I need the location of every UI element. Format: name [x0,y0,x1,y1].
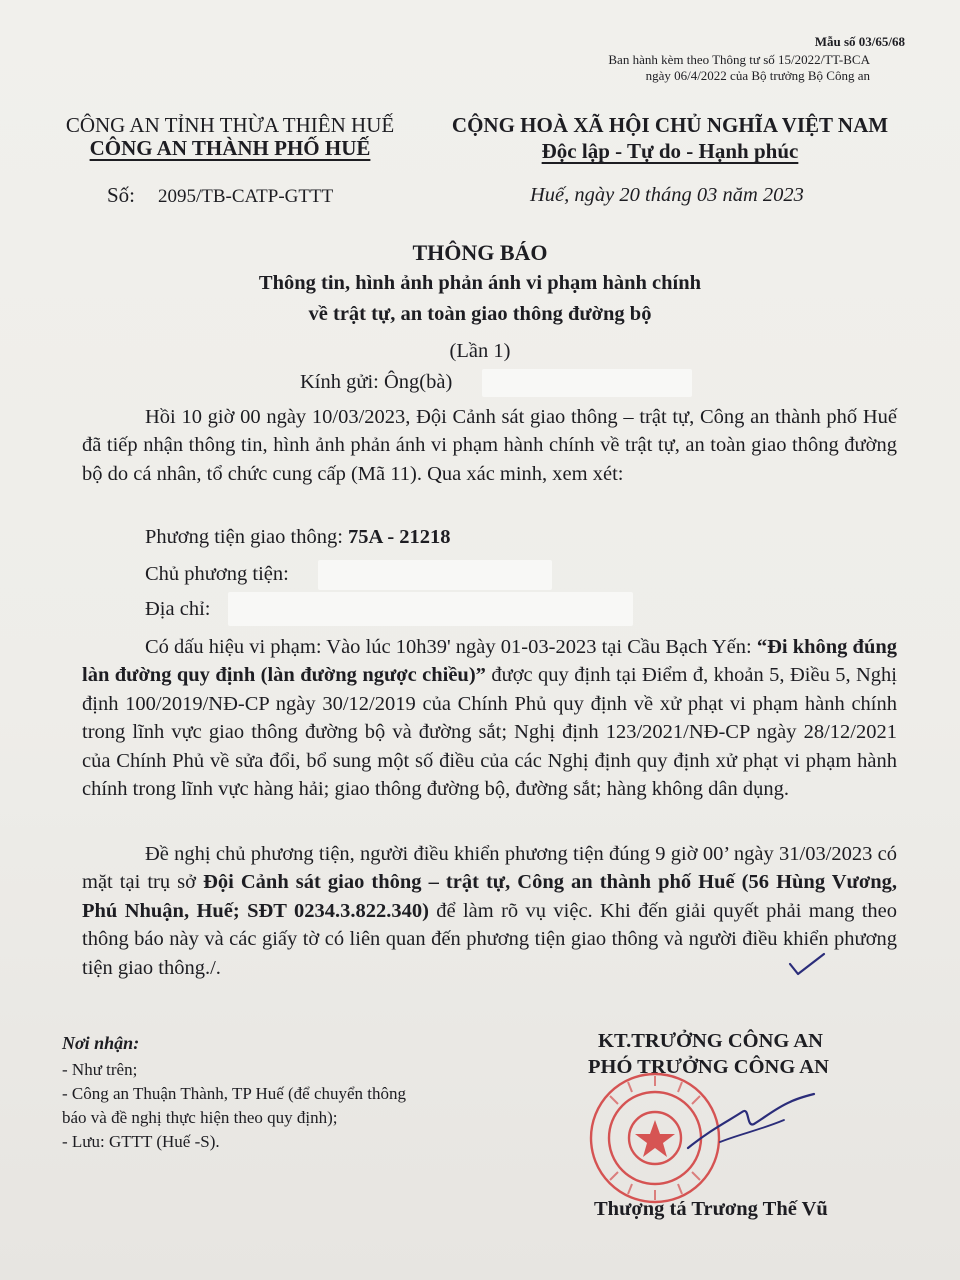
violation-paragraph [82,633,897,803]
doc-number-label: Số: [107,183,136,207]
intro-paragraph [82,403,897,488]
agency-parent: CÔNG AN TỈNH THỪA THIÊN HUẾ [65,113,395,137]
form-number: Mẫu số 03/65/68 [814,34,905,49]
form-note-line1: Ban hành kèm theo Thông tư số 15/2022/TT-BCA [608,52,870,67]
vehicle-plate: 75A - 21218 [348,526,451,548]
country-name: CỘNG HOÀ XÃ HỘI CHỦ NGHĨA VIỆT NAM [451,113,889,137]
doc-number: 2095/TB-CATP-GTTT [158,186,334,207]
recipients-line-2: - Công an Thuận Thành, TP Huế (để chuyển thông [62,1084,407,1103]
request-part2: để làm rõ vụ việc. Khi đến giải quyết phải mang theo thông báo này và các giấy tờ có liên quan đến phương tiện giao thông và người điều khiển phương tiện giao thông./. [82,899,897,979]
form-note-line2: ngày 06/4/2022 của Bộ trưởng Bộ Công an [645,68,870,83]
recipient-label: Kính gửi: Ông(bà) [300,371,453,393]
violation-rest: được quy định tại Điểm đ, khoản 5, Điều 5, Nghị định 100/2019/NĐ-CP ngày 30/12/2019 của Chính Phủ quy định về xử phạt vi phạm hành chính trong lĩnh vực giao thông đường bộ và đường sắt; Nghị định 123/2021/NĐ-CP ngày 28/12/2021 của Chính Phủ về sửa đổi, bổ sung một số điều của các Nghị định quy định xử phạt vi phạm hành chính trong lĩnh vực hàng hải; giao thông đường bộ, đường sắt; hàng không dân dụng. [82,664,898,801]
notice-title: THÔNG BÁO [412,240,548,265]
motto-text: Độc lập - Tự do - Hạnh phúc [541,139,799,163]
recipients-title: Nơi nhận: [62,1033,140,1053]
recipients-line-1: - Như trên; [62,1060,138,1079]
agency-name [40,136,420,161]
request-paragraph [82,840,897,982]
notice-subtitle-2: về trật tự, an toàn giao thông đường bộ [308,303,652,325]
checkmark-icon [788,950,828,980]
notice-subtitle-1: Thông tin, hình ảnh phản ánh vi phạm hành chính [258,272,702,294]
owner-label: Chủ phương tiện: [145,563,289,585]
motto [420,139,920,164]
agency-name-text: CÔNG AN THÀNH PHỐ HUẾ [89,136,371,160]
vehicle-label: Phương tiện giao thông: [145,526,343,548]
violation-act: “Đi không đúng làn đường quy định (làn đường ngược chiều)” [82,636,897,687]
intro-text: Hồi 10 giờ 00 ngày 10/03/2023, Đội Cảnh sát giao thông – trật tự, Công an thành phố Huế đã tiếp nhận thông tin, hình ảnh phản ánh vi phạm hành chính về trật tự, an toàn giao thông đường bộ do cá nhân, tổ chức cung cấp (Mã 11). Qua xác minh, xem xét: [82,406,897,485]
recipients-line-4: - Lưu: GTTT (Huế -S). [62,1132,220,1151]
request-part1: Đề nghị chủ phương tiện, người điều khiển phương tiện đúng 9 giờ 00’ ngày 31/03/2023 có mặt tại trụ sở [82,843,897,894]
handwritten-signature-icon [680,1090,820,1160]
vehicle-row [145,526,451,549]
address-label: Địa chỉ: [145,598,211,620]
recipients-line-3: báo và đề nghị thực hiện theo quy định); [62,1108,338,1127]
redacted-owner [318,560,552,590]
place-date: Huế, ngày 20 tháng 03 năm 2023 [530,184,804,206]
redacted-address [228,592,633,626]
notice-round: (Lần 1) [449,340,511,362]
request-office: Đội Cảnh sát giao thông – trật tự, Công an thành phố Huế (56 Hùng Vương, Phú Nhuận, Huế; SĐT 0234.3.822.340) [82,871,897,922]
redacted-recipient [482,369,692,397]
signature-title-1: KT.TRƯỞNG CÔNG AN [598,1030,823,1052]
signer-name: Thượng tá Trương Thế Vũ [594,1198,828,1220]
violation-lead: Có dấu hiệu vi phạm: Vào lúc 10h39' ngày 01-03-2023 tại Cầu Bạch Yến: [145,636,752,658]
signature-title-2: PHÓ TRƯỞNG CÔNG AN [588,1056,829,1078]
